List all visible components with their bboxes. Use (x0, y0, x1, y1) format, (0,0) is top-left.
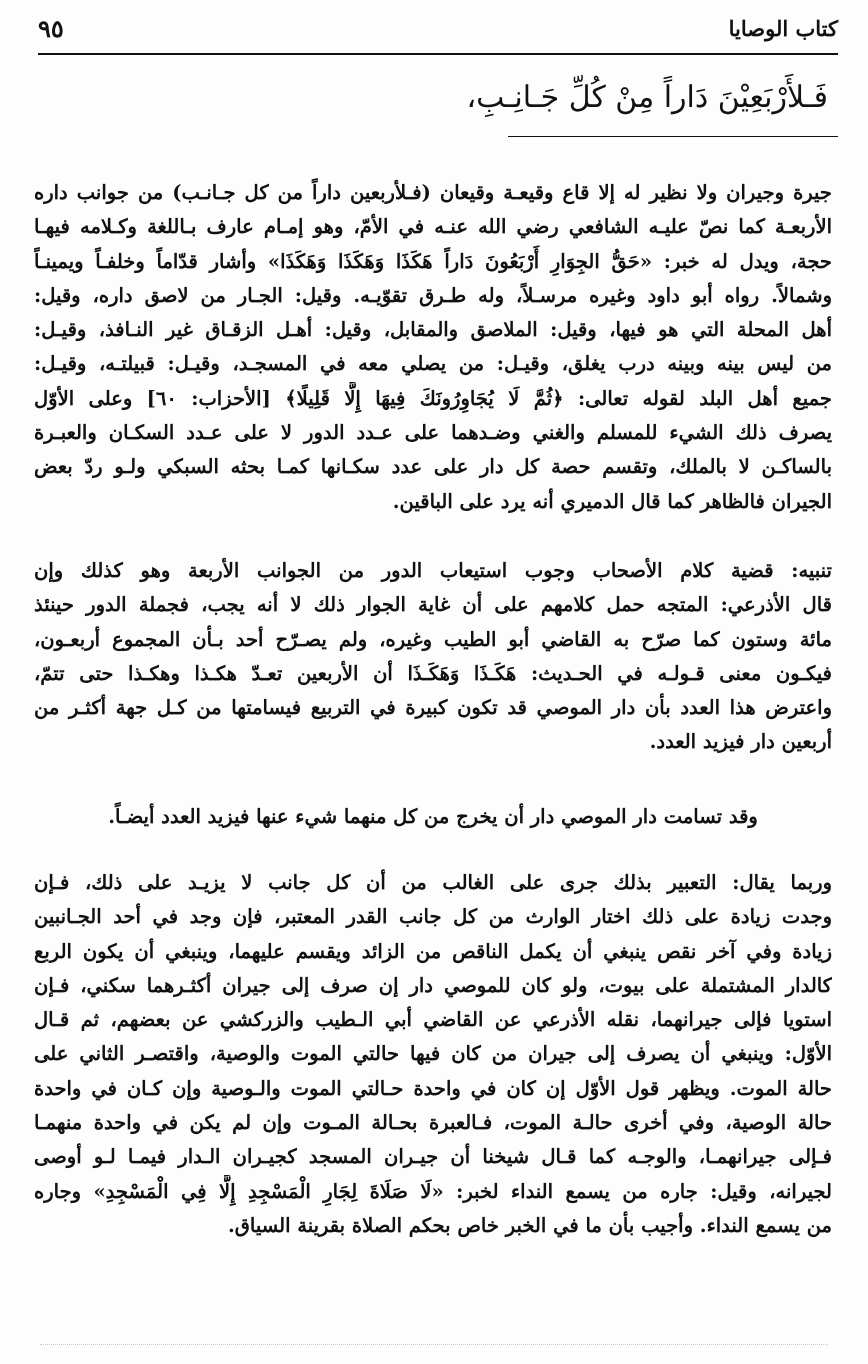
text-line: من يسمع النداء. وأجيب بأن ما في الخبر خاص بحكم الصلاة بقرينة السياق. (227, 1213, 832, 1237)
text-line: حجة، ويدل له خبر: «حَقُّ الجِوَارِ أَرْبَعُونَ دَاراً هَكَذَا وَهَكَذَا وَهَكَذَا» وأشار قدّاماً وخلفـاً ويمينـاً (34, 249, 832, 273)
verse-line: فَـلأَرْبَعِيْنَ دَاراً مِنْ كُلِّ جَـانِـبِ، (466, 80, 828, 115)
text-line: قال الأذرعي: المتجه حمل كلامهم على أن غاية الجوار ذلك لا أنه يجب، فجملة الدور حينئذ (34, 593, 832, 617)
page-number: ٩٥ (38, 14, 64, 43)
text-line: لجيرانه، وقيل: جاره من يسمع النداء لخبر: «لَا صَلَاةَ لِجَارِ الْمَسْجِدِ إِلَّا فِي الْمَسْجِدِ» وجاره (34, 1179, 832, 1203)
text-line: وربما يقال: التعبير بذلك جرى على الغالب من أن كل جانب لا يزيـد على ذلك، فـإن (34, 871, 832, 894)
text-line: بالساكـن لا بالملك، وتقسم حصة كل دار على عدد سكـانها كمـا بحثه السبكي ولـو ردّ بعض (34, 455, 832, 479)
commentary-paragraph-3 (34, 866, 832, 1243)
text-line: أهل المحلة التي هو فيها، وقيل: الملاصق والمقابل، وقيل: أهـل الزقـاق غير النـافذ، وقيـل: (34, 318, 832, 342)
text-line: الأوّل: وينبغي أن يصرف إلى جيران من كان فيها حالتي الموت والوصية، واقتصـر الثاني على (34, 1042, 832, 1066)
text-line: وشمالاً. رواه أبو داود وغيره مرسـلاً، وله طـرق تقوّيـه. وقيل: الجـار من لاصق داره، وقيل: (34, 283, 832, 307)
text-line: كالدار المشتملة على بيوت، ولو كان للموصي دار إن صرف إلى جيران أكثـرهما سكني، فـإن (34, 973, 832, 997)
header-rule (38, 53, 838, 55)
text-line: حالة الوصية، وفي أخرى حالـة الموت، فـالعبرة بحـالة المـوت وإن لم يكن في واحدة منهمـا (34, 1111, 832, 1135)
text-line: مائة وستون كما صرّح به القاضي أبو الطيب وغيره، ولم يصـرّح أحد بـأن المجموع أربعـون، (34, 627, 832, 651)
page-header (38, 14, 838, 50)
verse-rule (508, 136, 838, 137)
commentary-paragraph-1 (34, 176, 832, 519)
text-line: من ليس بينه وبينه درب يغلق، وقيـل: من يصلي معه في المسجـد، وقيـل: قبيلتـه، وقيـل: (34, 352, 832, 376)
commentary-paragraph-2 (34, 554, 832, 760)
text-line: فـإلى جيرانهمـا، والوجـه كما قـال شيخنا أن جيـران المسجد كجيـران الـدار فيمـا لـو أوصى (34, 1145, 832, 1169)
text-line: حالة الموت. ويظهر قول الأوّل إن كان في واحدة حـالتي الموت والـوصية وإن كـان في واحدة (34, 1076, 832, 1100)
text-line: تنبيه: قضية كلام الأصحاب وجوب استيعاب الدور من الجوانب الأربعة وهو كذلك وإن (34, 559, 832, 582)
text-line: زيادة وفي آخر نقص ينبغي أن يكمل الناقص من الزائد ويقسم عليهما، وينبغي أن يكون الربع (34, 939, 832, 963)
scan-edge-noise (40, 1344, 828, 1345)
text-line: يصرف ذلك الشيء للمسلم والغني وضـدهما على عـدد الدور لا على عـدد السكـان والعبـرة (34, 421, 832, 445)
text-line: فيكـون معنى قـولـه في الحـديث: هَكَـذَا وَهَكَـذَا أن الأربعين تعـدّ هكـذا وهكـذا حتى تتمّ، (34, 661, 832, 685)
text-line: استويا فإلى جيرانهما، نقله الأذرعي عن القاضي أبي الـطيب والزركشي عن بعضهم، ثم قـال (34, 1008, 832, 1032)
running-title: كتاب الوصايا (728, 16, 838, 41)
centered-verse-commentary: وقد تسامت دار الموصي دار أن يخرج من كل منهما شيء عنها فيزيد العدد أيضـاً. (108, 805, 758, 828)
text-line: أربعين دار فيزيد العدد. (649, 730, 832, 754)
text-line: الجيران فالظاهر كما قال الدميري أنه يرد على الباقين. (392, 489, 832, 513)
text-line: الأربعـة كما نصّ عليـه الشافعي رضي الله عنـه في الأمّ، وهو إمـام عارف بـاللغة وكـلامه فيهـا (34, 215, 832, 239)
text-line: وجدت زيادة على ذلك اختار الوارث من كل جانب القدر المعتبر، فإن وجد في أحد الجـانبين (34, 905, 832, 929)
text-line: واعترض هذا العدد بأن دار الموصي قد تكون كبيرة في التربيع فيسامتها من كـل جهة أكثـر من (34, 696, 832, 720)
text-line: جيرة وجيران ولا نظير له إلا قاع وقيعـة وقيعان (فـلأربعين داراً من كل جـانـب) من جوانب داره (34, 181, 832, 204)
text-line: جميع أهل البلد لقوله تعالى: ﴿ثُمَّ لَا يُجَاوِرُونَكَ فِيهَا إِلَّا قَلِيلًا﴾ [الأحزاب: ٦٠] وعلى الأوّل (34, 386, 832, 410)
